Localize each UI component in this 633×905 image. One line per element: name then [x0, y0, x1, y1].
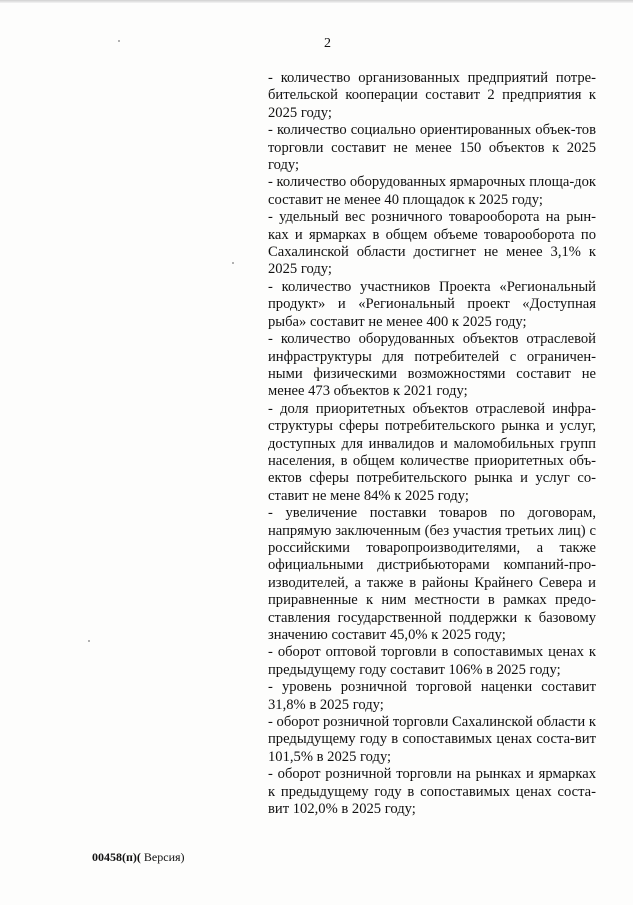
list-item: - количество социально ориентированных объек-тов торговли составит не менее 150 объектов к 2025 году; [268, 122, 596, 174]
document-code-number: 00458(п)( [92, 850, 141, 864]
list-item: - оборот розничной торговли Сахалинской области к предыдущему году в сопоставимых ценах соста-вит 101,5% в 2025 году; [268, 714, 596, 765]
document-body [268, 70, 596, 818]
document-code [92, 850, 185, 865]
list-item: - оборот розничной торговли на рынках и ярмарках к предыдущему году в сопоставимых ценах соста-вит 102,0% в 2025 году; [268, 766, 596, 818]
list-item: - количество организованных предприятий потре-бительской кооперации составит 2 предприятия к 2025 году; [268, 70, 596, 121]
list-item: - количество участников Проекта «Региональный продукт» и «Региональный проект «Доступная рыба» составит не менее 400 к 2025 году; [268, 278, 596, 330]
document-version-label: Версия) [140, 850, 185, 864]
list-item: - удельный вес розничного товарооборота на рын-ках и ярмарках в общем объеме товарооборота по Сахалинской области достигнет не менее 3,1% к 2025 году; [268, 209, 596, 278]
list-item: - количество оборудованных ярмарочных площа-док составит не менее 40 площадок к 2025 году; [268, 174, 596, 208]
scan-top-edge [0, 0, 633, 3]
list-item: - оборот оптовой торговли в сопоставимых ценах к предыдущему году составит 106% в 2025 году; [268, 644, 596, 678]
list-item: - количество оборудованных объектов отраслевой инфраструктуры для потребителей с ограничен-ными физическими возможностями составит не менее 473 объектов к 2021 году; [268, 331, 596, 400]
page-number: 2 [324, 36, 331, 51]
list-item: - увеличение поставки товаров по договорам, напрямую заключенным (без участия третьих лиц) с российскими товаропроизводителями, а также официальными дистрибьюторами компаний-про-изводителей, а также в районы Крайнего Севера и приравненные к ним местности в рамках предо-ставления государственной поддержки к базовому значению составит 45,0% к 2025 году; [268, 505, 596, 643]
scan-speck [232, 262, 234, 264]
scan-speck [88, 640, 90, 642]
list-item: - уровень розничной торговой наценки составит 31,8% в 2025 году; [268, 679, 596, 713]
list-item: - доля приоритетных объектов отраслевой инфра-структуры сферы потребительского рынка и услуг, доступных для инвалидов и маломобильных групп населения, в общем количестве приоритетных объ-ектов сферы потребительского рынка и услуг со-ставит не мене 84% к 2025 году; [268, 400, 596, 504]
